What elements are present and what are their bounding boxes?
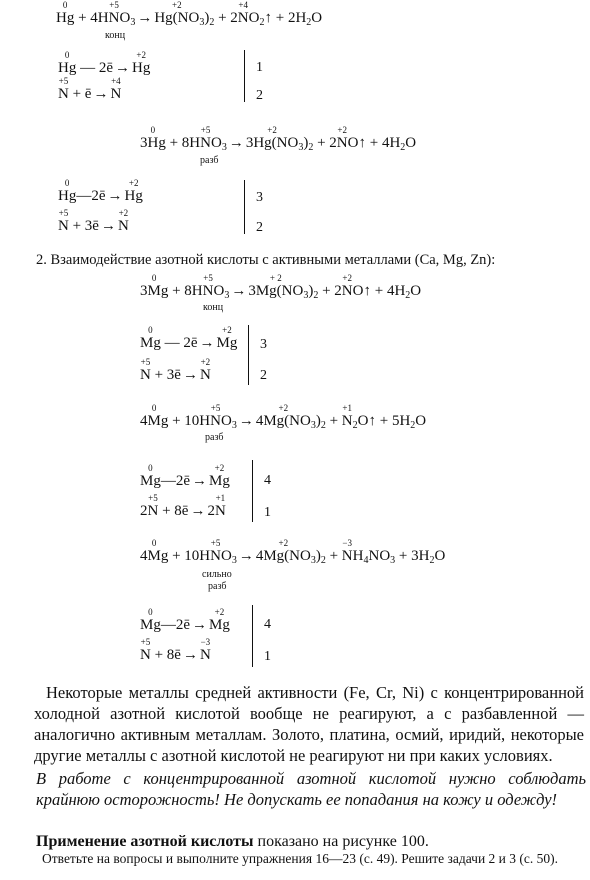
equation-mg-dilute: 0 4Mg + 10H +5 $NO_3$ → +2 $4Mg(NO_3)_2$ + +1 $N_2O↑ + 5H_2O$ [140,403,427,431]
electron-balance-row: 2 +5 N + 8ē → 2 +1 N [140,493,226,519]
balance-coefficient: 4 [264,617,271,632]
application-line [36,833,429,851]
equation-mg-conc: 0 3Mg + 8H +5 $NO_3$ → + 2 $3Mg(NO_3)_2 + 2$ +2 NO↑ + $4H_2O$ [140,273,422,301]
exercise-note: Ответьте на вопросы и выполните упражнения 16—23 (с. 49). Решите задачи 2 и 3 (с. 50). [42,851,559,866]
condition-label: разб [208,581,227,592]
application-rest: показано на рисунке 100. [253,833,429,850]
balance-coefficient: 3 [260,337,267,352]
condition-label: конц [203,302,224,313]
electron-balance-row: 0 Hg — 2ē → +2 Hg [58,50,151,76]
electron-balance-row: 0 Mg — 2ē → +2 Mg [140,325,238,351]
condition-label: разб [200,155,219,166]
electron-balance-row: +5 N + 3ē → +2 N [140,357,211,383]
gas-arrow: ↑ [264,10,272,26]
paragraph-warning: В работе с концентрированной азотной кислотой нужно соблюдать крайнюю осторожность! Не допускать ее попадания на кожу и одежду! [36,769,586,809]
oxidation-state: 0 [62,0,68,10]
balance-divider [252,460,253,522]
gas-arrow: ↑ [363,283,371,299]
gas-arrow: ↑ [368,413,376,429]
balance-coefficient: 2 [256,220,263,235]
balance-coefficient: 2 [256,88,263,103]
reaction-arrow: → [137,10,153,26]
balance-coefficient: 1 [264,505,271,520]
balance-divider [252,605,253,667]
condition-label: сильно [202,569,232,580]
application-bold: Применение азотной кислоты [36,833,254,850]
condition-label: конц [105,30,126,41]
condition-label: разб [205,432,224,443]
section-heading: 2. Взаимодействие азотной кислоты с активными металлами (Ca, Mg, Zn): [36,252,496,268]
electron-balance-row: +5 N + 3ē → +2 N [58,208,129,234]
balance-divider [244,50,245,102]
electron-balance-row: +5 N + ē → +4 N [58,76,122,102]
balance-divider [248,325,249,385]
electron-balance-row: 0 Mg—2ē → +2 Mg [140,607,230,633]
balance-coefficient: 4 [264,473,271,488]
element-n: +5 N [108,0,120,26]
electron-balance-row: +5 N + 8ē → −3 N [140,637,211,663]
balance-coefficient: 1 [256,60,263,75]
balance-coefficient: 3 [256,190,263,205]
element-hg: 0 Hg [56,0,75,26]
paragraph-metals: Некоторые металлы средней активности (Fe, Cr, Ni) с концентрированной холодной азотной кислотой вообще не реагируют, а с разбавленной — аналогично активным металлам. Золото, платина, осмий, иридий, некоторые другие металлы с азотной кислотой не реагируют ни при каких условиях. [34,683,584,765]
equation-mg-very-dilute: 0 4Mg + 10H +5 $NO_3$ → +2 $4Mg(NO_3)_2$ + −3 $NH_4NO_3 + 3H_2O$ [140,538,446,566]
gas-arrow: ↑ [358,135,366,151]
electron-balance-row: 0 Hg—2ē → +2 Hg [58,178,143,204]
balance-coefficient: 1 [264,649,271,664]
balance-coefficient: 2 [260,368,267,383]
product-hg-nitrate: +2 Hg(NO [154,0,200,26]
electron-balance-row: 0 Mg—2ē → +2 Mg [140,463,230,489]
product-no2: +4 N [237,0,249,26]
balance-divider [244,180,245,234]
equation-hg-conc: 0 Hg + 4H +5 $NO_3$ → +2 $Hg(NO_3)_2 + 2$ +4 $NO_2↑ + 2H_2O$ [56,0,323,28]
equation-hg-dilute: 0 3Hg + 8H +5 $NO_3$ → +2 $3Hg(NO_3)_2 + 2$ +2 NO↑ + $4H_2O$ [140,125,417,153]
